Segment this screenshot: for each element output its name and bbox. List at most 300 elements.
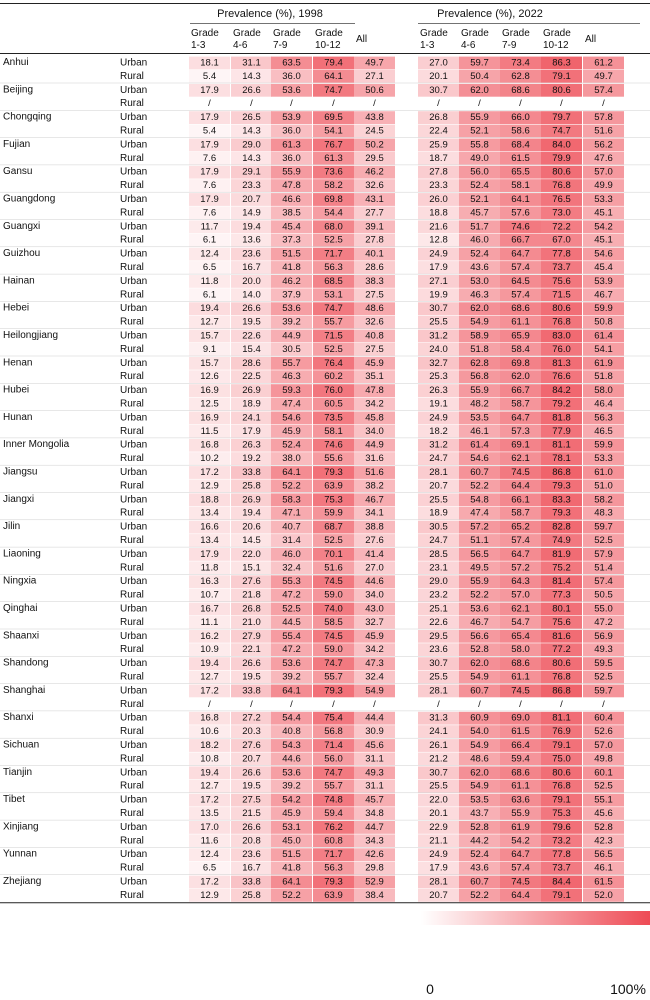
cell-value: 55.7 [324,671,343,683]
cell-value: 45.6 [594,808,613,819]
cell-value: 61.1 [511,780,530,792]
cell-value: 22.9 [429,821,448,833]
cell-value: 61.2 [594,57,613,69]
cell-value: 30.9 [365,726,384,738]
cell-value: 55.9 [282,166,301,178]
cell-value: 49.7 [365,57,384,69]
cell-value: 53.1 [282,821,301,833]
cell-value: 59.0 [324,644,343,656]
cell-value: 57.4 [594,576,613,588]
cell-value: 18.9 [429,507,448,519]
cell-value: 52.5 [594,671,613,683]
cell-value: 49.0 [470,152,489,164]
cell-value: 65.4 [511,630,530,642]
cell-value: 13.4 [200,535,219,546]
cell-value: 59.0 [324,589,343,601]
cell-value: 30.7 [429,84,448,96]
cell-value: 46.1 [594,862,613,874]
cell-value: 9.1 [202,343,217,355]
cell-value: 59.9 [594,303,613,315]
cell-value: 31.1 [365,753,384,765]
cell-value: 46.3 [470,289,489,301]
cell-value: 22.6 [242,330,261,342]
cell-value: 64.4 [511,889,530,901]
cell-value: 21.6 [429,221,448,233]
cell-value: 53.5 [470,412,489,424]
cell-value: 45.4 [594,262,613,273]
cell-value: 53.6 [282,658,301,670]
column-header-line1: Grade [461,28,489,39]
cell-value: / [332,698,335,710]
cell-value: 46.0 [470,234,489,246]
cell-value: 37.9 [282,289,301,301]
cell-value: 64.7 [511,548,530,560]
column-header-line2: 4-6 [233,40,248,51]
cell-value: 17.9 [200,194,219,205]
cell-value: 39.2 [282,780,301,792]
area-label: Urban [120,576,148,588]
cell-value: 55.7 [324,316,343,328]
column-header-line1: Grade [315,28,343,39]
column-header-line2: 1-3 [420,40,435,51]
cell-value: 45.4 [282,221,301,233]
area-label: Rural [120,507,144,519]
cell-value: 7.6 [202,207,217,219]
cell-value: 86.8 [552,685,571,697]
cell-value: 27.1 [429,275,448,287]
cell-value: 24.5 [365,125,384,137]
cell-value: 52.8 [594,821,613,833]
cell-value: 76.2 [324,821,343,833]
cell-value: 76.9 [552,726,571,738]
cell-value: 74.9 [552,535,571,546]
cell-value: 64.1 [282,876,301,888]
province-label: Xinjiang [3,821,39,833]
cell-value: 6.5 [202,262,217,273]
cell-value: 25.8 [242,480,261,492]
cell-value: 26.6 [242,303,261,315]
cell-value: 50.6 [365,84,384,96]
cell-value: 63.5 [282,57,301,69]
cell-value: 79.1 [552,740,571,751]
cell-value: 84.4 [552,876,571,888]
cell-value: 17.9 [200,166,219,178]
cell-value: 54.9 [470,780,489,792]
cell-value: 44.4 [365,712,384,724]
province-label: Jilin [3,521,21,533]
cell-value: 25.8 [242,889,261,901]
cell-value: 23.6 [429,644,448,656]
area-label: Urban [120,303,148,315]
province-label: Shanxi [3,712,34,724]
cell-value: 43.6 [470,262,489,273]
cell-value: 54.6 [594,248,613,260]
cell-value: 7.6 [202,180,217,192]
cell-value: 86.8 [552,467,571,478]
area-label: Rural [120,535,144,546]
cell-value: 52.4 [282,439,301,451]
area-label: Rural [120,398,144,410]
cell-value: 16.7 [242,262,261,273]
cell-value: 54.8 [470,494,489,506]
cell-value: 10.7 [200,589,219,601]
cell-value: 79.1 [552,889,571,901]
area-label: Urban [120,166,148,178]
cell-value: 59.9 [324,507,343,519]
cell-value: 42.3 [594,835,613,847]
cell-value: 46.6 [282,194,301,205]
cell-value: 5.4 [202,125,217,137]
cell-value: 53.0 [470,275,489,287]
cell-value: 12.7 [200,671,219,683]
cell-value: 54.9 [365,685,384,697]
cell-value: / [519,698,522,710]
column-header: All [356,34,368,45]
cell-value: 26.3 [429,385,448,397]
cell-value: 58.0 [594,385,613,397]
cell-value: 20.7 [242,194,261,205]
cell-value: 38.3 [365,275,384,287]
cell-value: 58.9 [470,330,489,342]
cell-value: 18.2 [200,740,219,751]
area-label: Rural [120,289,144,301]
cell-value: 64.1 [324,70,343,82]
cell-value: 80.6 [552,84,571,96]
province-label: Tibet [3,794,25,806]
cell-value: 52.2 [282,480,301,492]
cell-value: 51.6 [365,467,384,478]
cell-value: 44.9 [365,439,384,451]
cell-value: / [478,98,481,110]
province-label: Fujian [3,138,31,150]
cell-value: 62.0 [470,767,489,779]
cell-value: 74.0 [324,603,343,615]
cell-value: 38.0 [282,453,301,465]
area-label: Rural [120,98,144,110]
area-label: Rural [120,862,144,874]
cell-value: 25.5 [429,316,448,328]
cell-value: 60.1 [594,767,613,779]
area-label: Urban [120,84,148,96]
cell-value: 28.6 [242,357,261,369]
cell-value: 51.8 [470,343,489,355]
cell-value: 68.5 [324,275,343,287]
area-label: Rural [120,180,144,192]
cell-value: 64.7 [511,849,530,861]
cell-value: 45.6 [365,740,384,751]
cell-value: 50.5 [594,589,613,601]
cell-value: 6.5 [202,862,217,874]
cell-value: 44.9 [282,330,301,342]
cell-value: 28.6 [365,262,384,273]
cell-value: 47.4 [470,507,489,519]
cell-value: 57.2 [511,562,530,574]
cell-value: 13.4 [200,507,219,519]
cell-value: / [208,98,211,110]
cell-value: 31.6 [365,453,384,465]
cell-value: 46.7 [365,494,384,506]
cell-value: 17.2 [200,876,219,888]
cell-value: 52.6 [594,726,613,738]
cell-value: 73.2 [552,835,571,847]
area-label: Rural [120,343,144,355]
cell-value: 14.5 [242,535,261,546]
cell-value: 67.0 [552,234,571,246]
cell-value: 75.0 [552,753,571,765]
cell-value: 39.2 [282,316,301,328]
cell-value: 56.0 [324,753,343,765]
cell-value: 53.3 [594,194,613,205]
cell-value: 19.5 [242,671,261,683]
province-label: Hunan [3,411,33,423]
cell-value: 64.1 [511,194,530,205]
cell-value: 17.9 [242,425,261,437]
cell-value: 79.3 [324,876,343,888]
cell-value: 72.2 [552,221,571,233]
cell-value: 79.9 [552,152,571,164]
cell-value: 28.5 [429,548,448,560]
cell-value: 55.7 [324,780,343,792]
area-label: Rural [120,589,144,601]
cell-value: 25.5 [429,780,448,792]
cell-value: 57.4 [511,862,530,874]
cell-value: 49.5 [470,562,489,574]
cell-value: 27.5 [242,794,261,806]
cell-value: 75.3 [552,808,571,819]
column-header-line2: 10-12 [543,40,569,51]
cell-value: 38.5 [282,207,301,219]
cell-value: 15.1 [242,562,261,574]
cell-value: 43.8 [365,112,384,124]
area-label: Urban [120,712,148,724]
cell-value: 19.4 [200,658,219,670]
legend-min-label: 0 [426,981,434,997]
cell-value: 53.9 [594,275,613,287]
cell-value: 15.7 [200,330,219,342]
province-label: Jiangxi [3,493,35,505]
cell-value: 11.1 [200,616,219,628]
cell-value: 33.8 [242,467,261,478]
province-label: Sichuan [3,739,40,751]
cell-value: 12.7 [200,316,219,328]
area-label: Rural [120,425,144,437]
cell-value: 14.0 [242,289,261,301]
cell-value: 32.4 [282,562,301,574]
cell-value: 31.1 [242,57,261,69]
cell-value: 75.3 [324,494,343,506]
cell-value: 33.8 [242,685,261,697]
cell-value: 54.1 [594,343,613,355]
cell-value: 76.8 [552,180,571,192]
cell-value: 54.0 [470,726,489,738]
cell-value: / [373,698,376,710]
cell-value: 55.9 [470,576,489,588]
cell-value: 83.0 [552,330,571,342]
cell-value: 46.0 [282,548,301,560]
legend-gradient [421,911,650,925]
cell-value: 71.7 [324,248,343,260]
area-label: Rural [120,889,144,901]
cell-value: 20.6 [242,521,261,533]
cell-value: 13.6 [242,234,261,246]
cell-value: / [250,698,253,710]
cell-value: 73.7 [552,262,571,273]
cell-value: 64.1 [282,467,301,478]
cell-value: 41.4 [365,548,384,560]
cell-value: 26.1 [429,740,448,751]
cell-value: 80.1 [552,603,571,615]
cell-value: 26.6 [242,767,261,779]
area-label: Urban [120,794,148,806]
area-label: Urban [120,521,148,533]
area-label: Urban [120,740,148,751]
cell-value: / [437,698,440,710]
province-label: Tianjin [3,766,33,778]
cell-value: 49.3 [594,644,613,656]
cell-value: 27.2 [242,712,261,724]
cell-value: 26.0 [429,194,448,205]
cell-value: 54.6 [282,412,301,424]
cell-value: 33.8 [242,876,261,888]
area-label: Urban [120,412,148,424]
cell-value: 57.8 [594,112,613,124]
cell-value: 21.2 [429,753,448,765]
cell-value: 24.9 [429,248,448,260]
cell-value: 57.4 [594,84,613,96]
cell-value: 57.0 [511,589,530,601]
cell-value: 14.9 [242,207,261,219]
cell-value: 51.7 [470,221,489,233]
cell-value: 47.2 [594,616,613,628]
cell-value: 16.6 [200,521,219,533]
cell-value: 61.9 [594,357,613,369]
cell-value: 26.8 [429,112,448,124]
cell-value: 46.2 [282,275,301,287]
cell-value: 22.5 [242,371,261,383]
cell-value: 74.6 [511,221,530,233]
cell-value: 44.5 [282,616,301,628]
cell-value: 54.2 [282,794,301,806]
cell-value: 75.4 [324,712,343,724]
cell-value: / [373,98,376,110]
cell-value: 52.4 [470,248,489,260]
cell-value: 73.7 [552,862,571,874]
area-label: Urban [120,630,148,642]
cell-value: 43.6 [470,862,489,874]
cell-value: 41.8 [282,862,301,874]
cell-value: 24.1 [242,412,261,424]
cell-value: 56.9 [594,630,613,642]
cell-value: / [519,98,522,110]
cell-value: 65.2 [511,521,530,533]
cell-value: 81.3 [552,357,571,369]
cell-value: 12.9 [200,889,219,901]
column-header: All [585,34,597,45]
cell-value: 30.7 [429,767,448,779]
cell-value: 79.3 [324,685,343,697]
cell-value: 54.4 [324,207,343,219]
cell-value: 55.8 [470,139,489,151]
cell-value: 52.1 [470,194,489,205]
cell-value: 52.5 [324,234,343,246]
cell-value: 55.4 [282,630,301,642]
cell-value: 27.9 [242,630,261,642]
cell-value: 18.8 [200,494,219,506]
cell-value: 30.7 [429,658,448,670]
cell-value: 26.6 [242,821,261,833]
cell-value: 74.7 [324,84,343,96]
province-label: Guangxi [3,220,41,232]
column-header-line1: Grade [233,28,261,39]
cell-value: 54.2 [511,835,530,847]
cell-value: 19.1 [429,398,448,410]
cell-value: 73.0 [552,207,571,219]
cell-value: 52.9 [365,876,384,888]
cell-value: 73.5 [324,412,343,424]
area-label: Urban [120,603,148,615]
cell-value: 46.4 [594,398,613,410]
cell-value: 68.6 [511,658,530,670]
cell-value: 50.8 [594,316,613,328]
cell-value: 44.7 [365,821,384,833]
cell-value: 23.1 [429,562,448,574]
cell-value: 53.9 [282,112,301,124]
cell-value: 57.3 [511,425,530,437]
cell-value: 53.6 [470,603,489,615]
cell-value: 52.2 [470,589,489,601]
cell-value: / [560,698,563,710]
cell-value: / [602,98,605,110]
cell-value: 51.6 [324,562,343,574]
cell-value: 61.1 [511,671,530,683]
province-label: Inner Mongolia [3,439,70,451]
province-label: Jiangsu [3,466,38,478]
cell-value: 10.9 [200,644,219,656]
cell-value: 13.5 [200,808,219,819]
cell-value: 38.4 [365,889,384,901]
cell-value: 19.5 [242,316,261,328]
cell-value: 46.5 [594,425,613,437]
cell-value: 16.3 [200,576,219,588]
cell-value: 56.2 [594,139,613,151]
cell-value: / [290,98,293,110]
cell-value: 26.6 [242,84,261,96]
area-label: Urban [120,385,148,397]
cell-value: 6.1 [202,289,217,301]
cell-value: 49.8 [594,753,613,765]
cell-value: 61.5 [511,152,530,164]
cell-value: 17.2 [200,467,219,478]
cell-value: / [560,98,563,110]
area-label: Rural [120,753,144,765]
cell-value: 71.5 [552,289,571,301]
cell-value: 62.0 [511,371,530,383]
cell-value: 80.6 [552,166,571,178]
cell-value: / [208,698,211,710]
cell-value: 61.3 [324,152,343,164]
cell-value: 34.2 [365,644,384,656]
cell-value: 27.6 [242,576,261,588]
cell-value: 68.7 [324,521,343,533]
cell-value: 24.1 [429,726,448,738]
cell-value: 20.7 [429,480,448,492]
cell-value: 57.2 [470,521,489,533]
cell-value: 12.6 [200,371,219,383]
cell-value: 12.4 [200,248,219,260]
cell-value: 61.5 [511,726,530,738]
cell-value: 55.9 [511,808,530,819]
cell-value: 58.7 [511,398,530,410]
